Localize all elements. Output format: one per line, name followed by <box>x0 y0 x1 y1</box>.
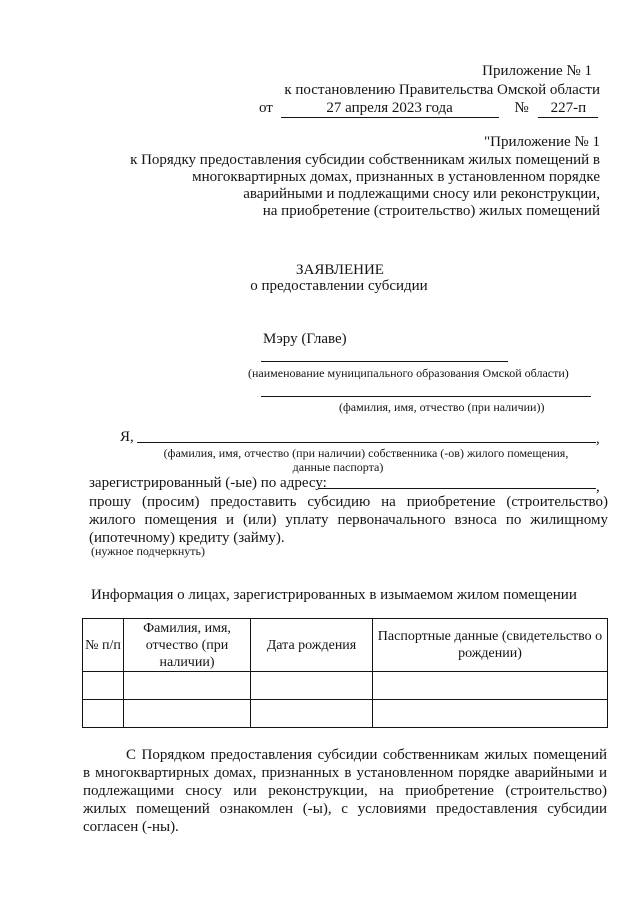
column-header-number: № п/п <box>83 619 124 672</box>
registered-label: зарегистрированный (-ые) по адресу: <box>89 475 327 491</box>
table-cell[interactable] <box>83 700 124 728</box>
applicant-hint: (фамилия, имя, отчество (при наличии) собственника (-ов) жилого помещения, <box>163 446 569 460</box>
municipality-hint: (наименование муниципального образования Омской области) <box>248 366 569 380</box>
statement-title: ЗАЯВЛЕНИЕ <box>296 262 384 278</box>
order-appendix-line: многоквартирных домах, признанных в установленном порядке <box>192 169 600 185</box>
order-appendix-line: к Порядку предоставления субсидии собственникам жилых помещений в <box>130 152 600 168</box>
from-label: от <box>259 100 273 116</box>
table-header-row <box>83 619 608 672</box>
table-cell[interactable] <box>251 700 373 728</box>
address-comma: , <box>596 479 600 495</box>
applicant-hint-2: данные паспорта) <box>292 460 384 474</box>
table-cell[interactable] <box>83 672 124 700</box>
i-label: Я, <box>120 429 134 445</box>
table-cell[interactable] <box>124 672 251 700</box>
address-line <box>318 488 596 489</box>
applicant-fio-line <box>137 442 596 443</box>
agreement-paragraph: С Порядком предоставления субсидии собственникам жилых помещений в многоквартирных домах, признанных в установленном порядке аварийными и подлежащими сносу или реконструкции, на приобретение (строительство) жилых помещений ознакомлен (-ы), с условиями предоставления субсидии согласен (-ны). <box>83 747 607 835</box>
mayor-label: Мэру (Главе) <box>263 331 347 347</box>
decree-reference: к постановлению Правительства Омской области <box>284 82 600 98</box>
order-appendix-line: аварийными и подлежащими сносу или реконструкции, <box>243 186 600 202</box>
mayor-fio-line <box>261 396 591 397</box>
mayor-fio-hint: (фамилия, имя, отчество (при наличии)) <box>339 400 545 414</box>
request-paragraph: прошу (просим) предоставить субсидию на приобретение (строительство) жилого помещения и (или) уплату первоначального взноса по жилищному (ипотечному) кредиту (займу). <box>89 494 608 546</box>
decree-date: 27 апреля 2023 года <box>281 99 499 118</box>
applicant-comma: , <box>596 431 600 447</box>
order-appendix-title: "Приложение № 1 <box>484 134 600 150</box>
table-row <box>83 672 608 700</box>
column-header-birthdate: Дата рождения <box>251 619 373 672</box>
residents-heading: Информация о лицах, зарегистрированных в изымаемом жилом помещении <box>91 587 577 603</box>
column-header-fio: Фамилия, имя, отчество (при наличии) <box>124 619 251 672</box>
column-header-passport: Паспортные данные (свидетельство о рождении) <box>373 619 608 672</box>
table-cell[interactable] <box>373 700 608 728</box>
table-cell[interactable] <box>251 672 373 700</box>
order-appendix-line: на приобретение (строительство) жилых помещений <box>262 203 600 219</box>
decree-date-line <box>259 99 598 118</box>
table-row <box>83 700 608 728</box>
municipality-line <box>261 361 508 362</box>
underline-hint: (нужное подчеркнуть) <box>91 544 205 558</box>
appendix-label: Приложение № 1 <box>482 63 592 79</box>
number-label: № <box>514 100 529 116</box>
decree-number: 227-п <box>538 99 598 118</box>
table-cell[interactable] <box>373 672 608 700</box>
statement-subtitle: о предоставлении субсидии <box>250 278 428 294</box>
table-cell[interactable] <box>124 700 251 728</box>
residents-table <box>82 618 608 728</box>
